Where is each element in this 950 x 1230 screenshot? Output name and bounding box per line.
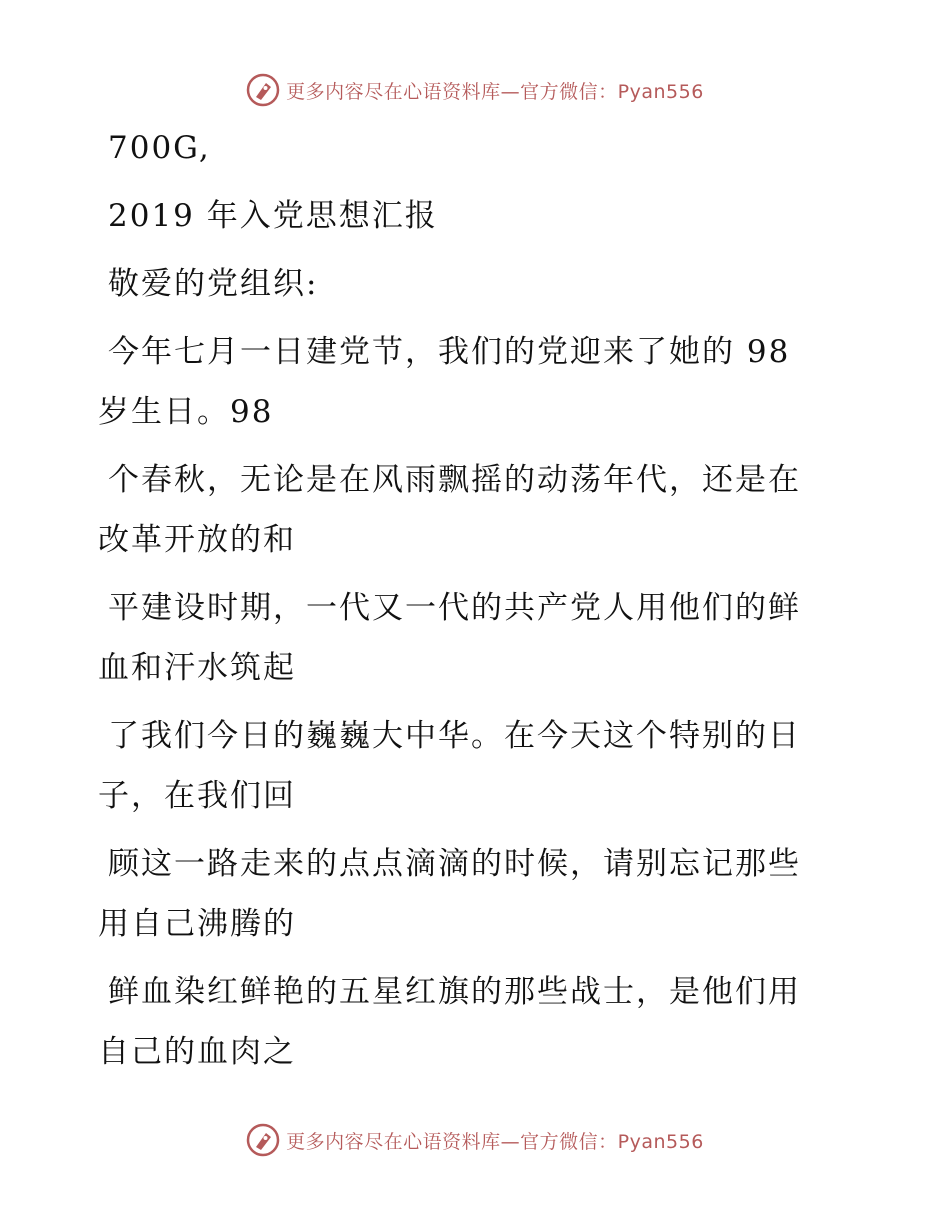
paragraph: 鲜血染红鲜艳的五星红旗的那些战士，是他们用 自己的血肉之 xyxy=(98,974,801,1070)
paragraph: 了我们今日的巍巍大中华。在今天这个特别的日 子，在我们回 xyxy=(98,718,801,814)
document-body xyxy=(98,118,838,1090)
header-text: 更多内容尽在心语资料库—官方微信：Pyan556 xyxy=(286,80,704,103)
paragraph: 个春秋，无论是在风雨飘摇的动荡年代，还是在 改革开放的和 xyxy=(98,462,801,558)
paragraph: 平建设时期，一代又一代的共产党人用他们的鲜 血和汗水筑起 xyxy=(98,590,801,686)
pen-nib-logo-icon xyxy=(246,73,280,107)
footer-banner xyxy=(0,1120,950,1160)
paragraph: 今年七月一日建党节，我们的党迎来了她的 98 岁生日。98 xyxy=(98,334,791,430)
paragraph: 顾这一路走来的点点滴滴的时候，请别忘记那些 用自己沸腾的 xyxy=(98,846,801,942)
paragraph: 700G, xyxy=(108,130,211,166)
pen-nib-logo-icon xyxy=(246,1123,280,1157)
footer-text: 更多内容尽在心语资料库—官方微信：Pyan556 xyxy=(286,1130,704,1153)
salutation: 敬爱的党组织: xyxy=(108,266,319,302)
header-banner xyxy=(0,70,950,110)
document-title: 2019 年入党思想汇报 xyxy=(108,198,438,234)
